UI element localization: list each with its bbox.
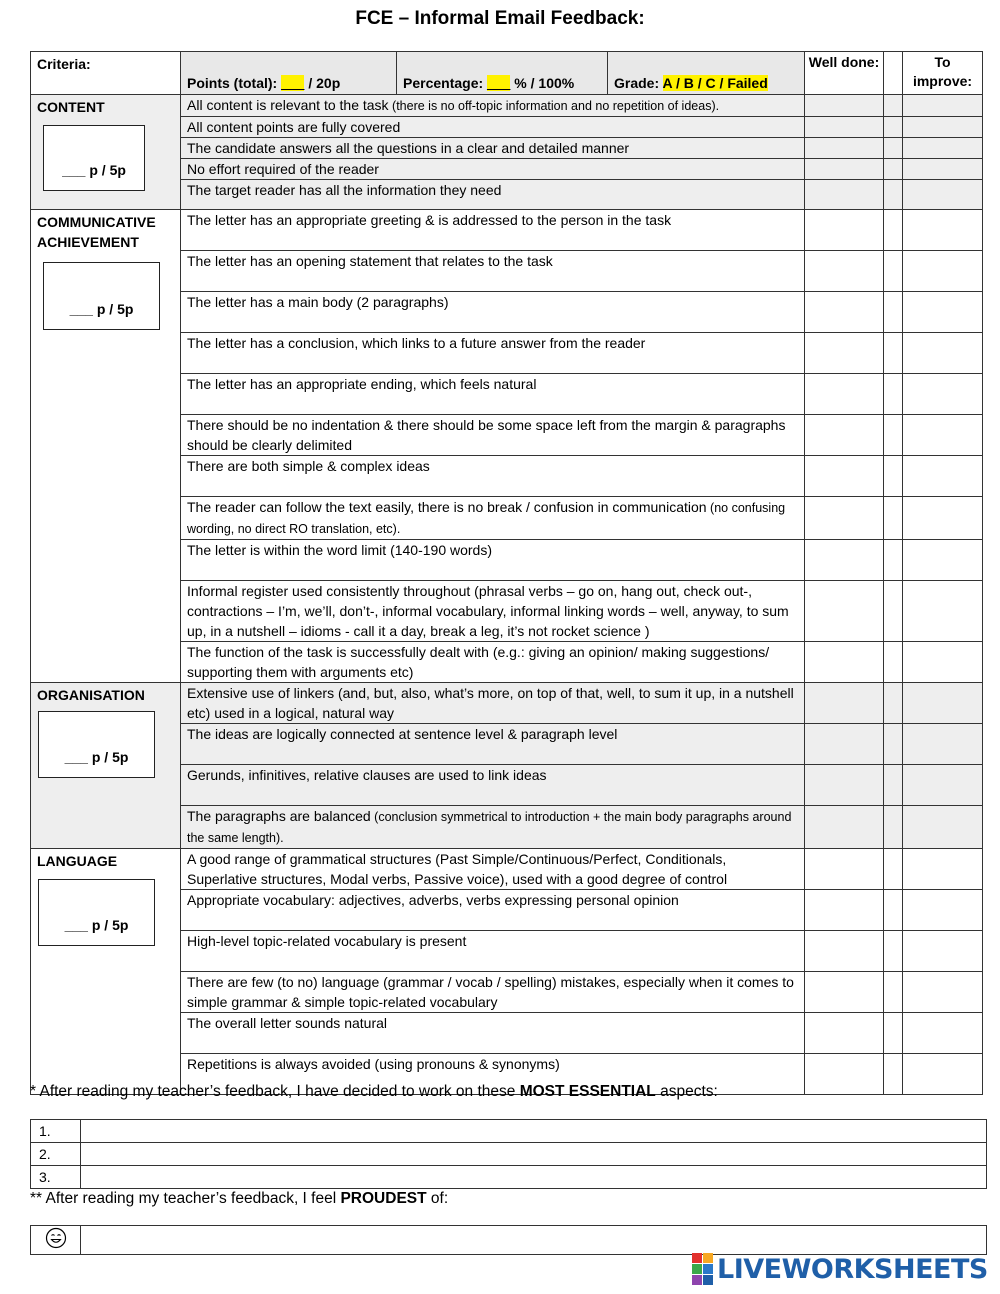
score-box-label: ___ p / 5p xyxy=(64,749,129,765)
to-improve-checkbox[interactable] xyxy=(903,581,983,642)
score-box-label: ___ p / 5p xyxy=(64,917,129,933)
to-improve-checkbox[interactable] xyxy=(903,415,983,456)
proudest-suffix: of: xyxy=(426,1190,449,1207)
to-improve-checkbox[interactable] xyxy=(903,95,983,117)
well-done-checkbox[interactable] xyxy=(805,540,884,581)
to-improve-checkbox[interactable] xyxy=(903,117,983,138)
spacer-cell xyxy=(884,683,903,724)
aspect-row xyxy=(31,1120,987,1143)
well-done-checkbox[interactable] xyxy=(805,849,884,890)
spacer-header xyxy=(884,52,903,95)
essential-bold: MOST ESSENTIAL xyxy=(519,1083,656,1100)
criterion-text xyxy=(181,806,805,849)
criterion-main: All content points are fully covered xyxy=(187,119,401,135)
criterion-main: There are both simple & complex ideas xyxy=(187,458,430,474)
spacer-cell xyxy=(884,1054,903,1095)
to-improve-checkbox[interactable] xyxy=(903,642,983,683)
logo-block xyxy=(692,1264,702,1274)
criterion-text xyxy=(181,210,805,251)
criterion-text xyxy=(181,333,805,374)
criterion-main: The candidate answers all the questions in a clear and detailed manner xyxy=(187,140,630,156)
to-improve-checkbox[interactable] xyxy=(903,210,983,251)
header-row xyxy=(31,52,983,95)
criterion-text xyxy=(181,180,805,210)
logo-blocks-icon xyxy=(692,1253,713,1285)
criterion-main: There are few (to no) language (grammar / vocab / spelling) mistakes, especially when it comes to simple grammar & simple topic-related vocabulary xyxy=(187,974,794,1010)
well-done-checkbox[interactable] xyxy=(805,931,884,972)
to-improve-checkbox[interactable] xyxy=(903,374,983,415)
grade-options[interactable]: A / B / C / Failed xyxy=(662,75,768,91)
to-improve-checkbox[interactable] xyxy=(903,138,983,159)
criterion-text xyxy=(181,581,805,642)
criterion-row xyxy=(31,210,983,251)
spacer-cell xyxy=(884,849,903,890)
aspect-number: 1. xyxy=(31,1120,81,1143)
well-done-checkbox[interactable] xyxy=(805,251,884,292)
logo-block xyxy=(692,1275,702,1285)
percentage-total: % / 100% xyxy=(510,75,575,91)
criterion-main: The letter has an appropriate ending, which feels natural xyxy=(187,376,537,392)
points-label: Points (total): xyxy=(187,75,282,91)
criterion-main: The letter has an appropriate greeting & is addressed to the person in the task xyxy=(187,212,672,228)
criterion-main: There should be no indentation & there should be some space left from the margin & paragraphs should be clearly delimited xyxy=(187,417,786,453)
logo-block xyxy=(692,1253,702,1263)
to-improve-checkbox[interactable] xyxy=(903,890,983,931)
section-label xyxy=(31,210,181,683)
percentage-header xyxy=(397,52,608,95)
spacer-cell xyxy=(884,642,903,683)
criterion-text xyxy=(181,540,805,581)
spacer-cell xyxy=(884,159,903,180)
to-improve-checkbox[interactable] xyxy=(903,292,983,333)
well-done-checkbox[interactable] xyxy=(805,1013,884,1054)
score-box-label: ___ p / 5p xyxy=(62,162,126,178)
criterion-text xyxy=(181,765,805,806)
criteria-header: Criteria: xyxy=(31,52,181,95)
well-done-checkbox[interactable] xyxy=(805,1054,884,1095)
criterion-main: Informal register used consistently throughout (phrasal verbs – go on, hang out, check out-, contractions – I’m, we’ll, don’t-, informal vocabulary, informal linking words – well, anyway, to sum up, in a nutshell – idioms - call it a day, break a leg, it’s not rocket science ) xyxy=(187,583,789,639)
spacer-cell xyxy=(884,333,903,374)
essential-suffix: aspects: xyxy=(655,1083,718,1100)
criterion-text xyxy=(181,456,805,497)
logo-text: LIVEWORKSHEETS xyxy=(717,1253,988,1285)
well-done-checkbox[interactable] xyxy=(805,138,884,159)
aspect-number: 2. xyxy=(31,1143,81,1166)
essential-note xyxy=(30,1083,718,1101)
criterion-main: The letter has a main body (2 paragraphs) xyxy=(187,294,449,310)
to-improve-checkbox[interactable] xyxy=(903,1054,983,1095)
well-done-checkbox[interactable] xyxy=(805,333,884,374)
spacer-cell xyxy=(884,292,903,333)
spacer-cell xyxy=(884,180,903,210)
criterion-main: The ideas are logically connected at sentence level & paragraph level xyxy=(187,726,618,742)
spacer-cell xyxy=(884,117,903,138)
criterion-note: (there is no off-topic information and no repetition of ideas). xyxy=(388,99,720,113)
points-header xyxy=(181,52,397,95)
well-done-checkbox[interactable] xyxy=(805,159,884,180)
to-improve-checkbox[interactable] xyxy=(903,251,983,292)
essential-prefix: * After reading my teacher’s feedback, I have decided to work on these xyxy=(30,1083,520,1100)
percentage-blank[interactable]: ___ xyxy=(487,75,511,91)
proudest-prefix: ** After reading my teacher’s feedback, I feel xyxy=(30,1190,341,1207)
criterion-main: Extensive use of linkers (and, but, also, what’s more, on top of that, well, to sum it up, in a nutshell etc) used in a logical, natural way xyxy=(187,685,794,721)
to-improve-checkbox[interactable] xyxy=(903,180,983,210)
well-done-checkbox[interactable] xyxy=(805,724,884,765)
criterion-text xyxy=(181,642,805,683)
criterion-note: (no confusing wording, no direct RO translation, etc). xyxy=(187,501,786,536)
spacer-cell xyxy=(884,540,903,581)
criterion-note: (conclusion symmetrical to introduction + the main body paragraphs around the same length). xyxy=(187,810,792,845)
aspect-input[interactable] xyxy=(81,1143,987,1166)
spacer-cell xyxy=(884,765,903,806)
to-improve-checkbox[interactable] xyxy=(903,456,983,497)
spacer-cell xyxy=(884,724,903,765)
spacer-cell xyxy=(884,581,903,642)
well-done-checkbox[interactable] xyxy=(805,374,884,415)
well-done-checkbox[interactable] xyxy=(805,180,884,210)
section-score-box[interactable] xyxy=(43,262,160,330)
spacer-cell xyxy=(884,251,903,292)
criterion-text xyxy=(181,890,805,931)
criterion-text xyxy=(181,849,805,890)
section-label xyxy=(31,683,181,849)
criterion-main: The function of the task is successfully dealt with (e.g.: giving an opinion/ making suggestions/ supporting them with arguments etc) xyxy=(187,644,770,680)
criterion-text xyxy=(181,292,805,333)
well-done-checkbox[interactable] xyxy=(805,642,884,683)
points-blank[interactable]: ___ xyxy=(281,75,305,91)
criterion-text xyxy=(181,972,805,1013)
section-name: LANGUAGE xyxy=(37,853,118,869)
grade-header xyxy=(608,52,805,95)
criterion-main: The paragraphs are balanced xyxy=(187,808,371,824)
spacer-cell xyxy=(884,415,903,456)
well-done-checkbox[interactable] xyxy=(805,210,884,251)
criterion-text xyxy=(181,138,805,159)
criterion-main: Gerunds, infinitives, relative clauses are used to link ideas xyxy=(187,767,547,783)
grade-label: Grade: xyxy=(614,75,663,91)
criterion-text xyxy=(181,374,805,415)
well-done-checkbox[interactable] xyxy=(805,292,884,333)
section-label xyxy=(31,849,181,1095)
spacer-cell xyxy=(884,890,903,931)
criterion-text xyxy=(181,724,805,765)
to-improve-checkbox[interactable] xyxy=(903,497,983,540)
well-done-checkbox[interactable] xyxy=(805,581,884,642)
to-improve-checkbox[interactable] xyxy=(903,1013,983,1054)
feedback-table xyxy=(30,51,983,1095)
spacer-cell xyxy=(884,456,903,497)
aspect-number: 3. xyxy=(31,1166,81,1189)
criterion-row xyxy=(31,683,983,724)
well-done-checkbox[interactable] xyxy=(805,890,884,931)
well-done-checkbox[interactable] xyxy=(805,117,884,138)
criterion-main: A good range of grammatical structures (Past Simple/Continuous/Perfect, Conditionals, Superlative structures, Modal verbs, Passive voice), used with a good degree of control xyxy=(187,851,728,887)
well-done-checkbox[interactable] xyxy=(805,415,884,456)
well-done-checkbox[interactable] xyxy=(805,497,884,540)
to-improve-checkbox[interactable] xyxy=(903,724,983,765)
criterion-row xyxy=(31,849,983,890)
well-done-checkbox[interactable] xyxy=(805,95,884,117)
criterion-text xyxy=(181,95,805,117)
section-score-box[interactable] xyxy=(43,125,145,191)
spacer-cell xyxy=(884,497,903,540)
criterion-main: The reader can follow the text easily, there is no break / confusion in communication xyxy=(187,499,707,515)
criterion-main: The letter has an opening statement that relates to the task xyxy=(187,253,553,269)
proudest-note xyxy=(30,1190,448,1208)
logo-block xyxy=(703,1253,713,1263)
aspect-input[interactable] xyxy=(81,1166,987,1189)
to-improve-checkbox[interactable] xyxy=(903,683,983,724)
spacer-cell xyxy=(884,374,903,415)
section-score-box[interactable] xyxy=(38,879,155,946)
criterion-main: High-level topic-related vocabulary is present xyxy=(187,933,467,949)
criterion-text xyxy=(181,1013,805,1054)
well-done-checkbox[interactable] xyxy=(805,456,884,497)
well-done-checkbox[interactable] xyxy=(805,972,884,1013)
proudest-bold: PROUDEST xyxy=(340,1190,427,1207)
spacer-cell xyxy=(884,806,903,849)
score-box-label: ___ p / 5p xyxy=(69,301,134,317)
criterion-main: The target reader has all the information they need xyxy=(187,182,502,198)
to-improve-checkbox[interactable] xyxy=(903,159,983,180)
logo-block xyxy=(703,1264,713,1274)
criterion-main: Appropriate vocabulary: adjectives, adverbs, verbs expressing personal opinion xyxy=(187,892,679,908)
spacer-cell xyxy=(884,138,903,159)
section-name: CONTENT xyxy=(37,99,105,115)
essential-aspects-table xyxy=(30,1119,987,1189)
proudest-table xyxy=(30,1225,987,1255)
well-done-checkbox[interactable] xyxy=(805,683,884,724)
aspect-row xyxy=(31,1166,987,1189)
proudest-row xyxy=(31,1226,987,1255)
well-done-checkbox[interactable] xyxy=(805,806,884,849)
section-name: COMMUNICATIVE ACHIEVEMENT xyxy=(37,214,156,250)
criterion-row xyxy=(31,95,983,117)
well-done-checkbox[interactable] xyxy=(805,765,884,806)
to-improve-checkbox[interactable] xyxy=(903,765,983,806)
aspect-input[interactable] xyxy=(81,1120,987,1143)
criterion-main: Repetitions is always avoided (using pronouns & synonyms) xyxy=(187,1056,560,1072)
criterion-main: The letter has a conclusion, which links to a future answer from the reader xyxy=(187,335,646,351)
points-total: / 20p xyxy=(304,75,341,91)
proudest-input[interactable] xyxy=(81,1226,987,1255)
well-done-header: Well done: xyxy=(805,52,884,95)
smiley-icon xyxy=(31,1226,81,1255)
criterion-text xyxy=(181,415,805,456)
to-improve-header: To improve: xyxy=(903,52,983,95)
criterion-text xyxy=(181,117,805,138)
to-improve-checkbox[interactable] xyxy=(903,931,983,972)
spacer-cell xyxy=(884,972,903,1013)
to-improve-checkbox[interactable] xyxy=(903,333,983,374)
criterion-text xyxy=(181,497,805,540)
percentage-label: Percentage: xyxy=(403,75,488,91)
section-score-box[interactable] xyxy=(38,711,155,778)
criterion-main: All content is relevant to the task xyxy=(187,97,389,113)
criterion-text xyxy=(181,159,805,180)
spacer-cell xyxy=(884,1013,903,1054)
to-improve-checkbox[interactable] xyxy=(903,540,983,581)
logo-block xyxy=(703,1275,713,1285)
spacer-cell xyxy=(884,95,903,117)
to-improve-checkbox[interactable] xyxy=(903,972,983,1013)
criterion-text xyxy=(181,683,805,724)
liveworksheets-logo[interactable] xyxy=(692,1254,988,1284)
to-improve-checkbox[interactable] xyxy=(903,806,983,849)
to-improve-checkbox[interactable] xyxy=(903,849,983,890)
criterion-text xyxy=(181,931,805,972)
aspect-row xyxy=(31,1143,987,1166)
section-name: ORGANISATION xyxy=(37,687,145,703)
criterion-main: The overall letter sounds natural xyxy=(187,1015,387,1031)
section-label xyxy=(31,95,181,210)
criterion-main: No effort required of the reader xyxy=(187,161,379,177)
page-title: FCE – Informal Email Feedback: xyxy=(355,8,645,29)
spacer-cell xyxy=(884,931,903,972)
criterion-text xyxy=(181,251,805,292)
spacer-cell xyxy=(884,210,903,251)
criterion-main: The letter is within the word limit (140-190 words) xyxy=(187,542,493,558)
